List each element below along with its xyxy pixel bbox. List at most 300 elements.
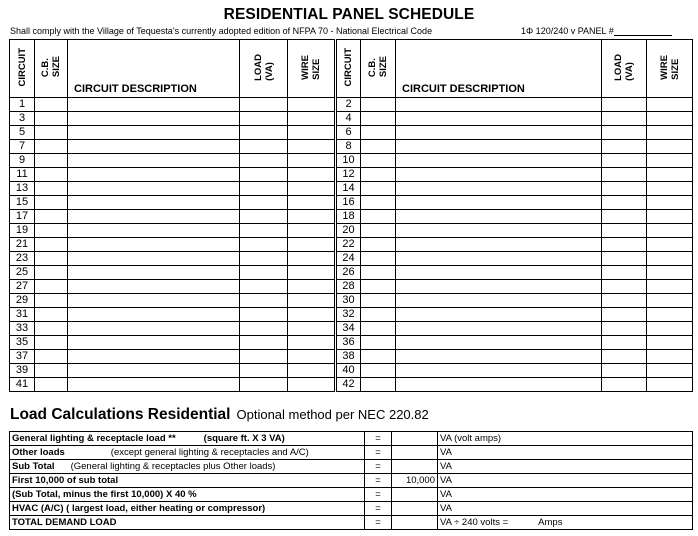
wire-size-cell[interactable] [288, 364, 335, 378]
load-cell[interactable] [602, 168, 647, 182]
unit-cell [438, 488, 693, 502]
left-circuit-row [10, 140, 335, 154]
load-cell[interactable] [240, 154, 288, 168]
left-circuit-row [10, 154, 335, 168]
load-cell[interactable] [240, 112, 288, 126]
wire-size-cell[interactable] [647, 308, 693, 322]
page-title: RESIDENTIAL PANEL SCHEDULE [223, 6, 475, 23]
wire-size-cell[interactable] [647, 196, 693, 210]
wire-size-cell[interactable] [288, 238, 335, 252]
cb-size-cell[interactable] [361, 378, 396, 392]
wire-size-cell[interactable] [288, 196, 335, 210]
unit-cell [438, 516, 693, 530]
load-cell[interactable] [602, 308, 647, 322]
cb-size-cell[interactable] [361, 350, 396, 364]
right-circuit-row [337, 252, 693, 266]
circuit-description-cell[interactable] [68, 280, 240, 294]
load-cell[interactable] [240, 350, 288, 364]
circuit-description-cell[interactable] [68, 378, 240, 392]
load-calc-label-cell [10, 446, 365, 460]
circuit-number: 30 [337, 294, 361, 308]
left-circuit-row [10, 378, 335, 392]
circuit-number: 23 [10, 252, 35, 266]
load-cell[interactable] [602, 126, 647, 140]
cb-size-cell[interactable] [361, 224, 396, 238]
circuit-number: 36 [337, 336, 361, 350]
cb-size-cell[interactable] [35, 224, 68, 238]
load-calc-label-cell [10, 488, 365, 502]
cb-size-cell[interactable] [361, 364, 396, 378]
right-circuit-row [337, 168, 693, 182]
left-circuit-row [10, 182, 335, 196]
cb-size-cell[interactable] [361, 140, 396, 154]
wire-size-cell[interactable] [647, 378, 693, 392]
equals-sign: = [365, 460, 392, 474]
cb-size-cell[interactable] [361, 168, 396, 182]
load-cell[interactable] [602, 182, 647, 196]
cb-size-cell[interactable] [361, 182, 396, 196]
cb-size-cell[interactable] [35, 294, 68, 308]
right-circuit-row [337, 322, 693, 336]
load-cell[interactable] [602, 378, 647, 392]
circuit-description-cell[interactable] [68, 252, 240, 266]
load-calc-title: Load Calculations Residential [10, 406, 231, 423]
wire-size-cell[interactable] [647, 224, 693, 238]
load-cell[interactable] [240, 294, 288, 308]
wire-size-cell[interactable] [647, 238, 693, 252]
unit-cell [438, 502, 693, 516]
circuit-description-cell[interactable] [68, 224, 240, 238]
circuit-number: 35 [10, 336, 35, 350]
load-calc-row [10, 488, 693, 502]
left-circuit-row [10, 294, 335, 308]
circuit-description-cell[interactable] [396, 350, 602, 364]
right-table-header [337, 40, 693, 98]
load-value-cell[interactable] [392, 432, 438, 446]
cb-size-cell[interactable] [35, 308, 68, 322]
circuit-description-cell[interactable] [68, 168, 240, 182]
panel-info-label: 1Φ 120/240 v PANEL # [521, 26, 614, 36]
circuit-number: 42 [337, 378, 361, 392]
wire-size-cell[interactable] [647, 112, 693, 126]
wire-size-cell[interactable] [647, 168, 693, 182]
wire-size-cell[interactable] [288, 98, 335, 112]
amps-label: Amps [538, 516, 563, 528]
circuit-description-cell[interactable] [68, 126, 240, 140]
load-calc-label: General lighting & receptacle load ** [12, 432, 176, 444]
load-value-cell[interactable]: 10,000 [392, 474, 438, 488]
circuit-description-cell[interactable] [68, 140, 240, 154]
cb-size-cell[interactable] [361, 280, 396, 294]
wire-size-cell[interactable] [288, 112, 335, 126]
circuit-description-cell[interactable] [396, 238, 602, 252]
circuit-description-cell[interactable] [68, 238, 240, 252]
load-calc-label-cell [10, 502, 365, 516]
wire-size-column-header: WIRE SIZE [288, 40, 335, 98]
cb-size-cell[interactable] [35, 238, 68, 252]
load-cell[interactable] [602, 98, 647, 112]
equals-sign: = [365, 502, 392, 516]
wire-size-cell[interactable] [647, 336, 693, 350]
circuit-number: 21 [10, 238, 35, 252]
wire-size-cell[interactable] [288, 350, 335, 364]
load-cell[interactable] [240, 364, 288, 378]
load-cell[interactable] [240, 238, 288, 252]
load-cell[interactable] [602, 266, 647, 280]
description-column-header: CIRCUIT DESCRIPTION [68, 40, 240, 98]
load-cell[interactable] [240, 98, 288, 112]
cb-size-cell[interactable] [361, 98, 396, 112]
cb-size-cell[interactable] [35, 168, 68, 182]
load-cell[interactable] [602, 140, 647, 154]
wire-size-cell[interactable] [647, 322, 693, 336]
circuit-number: 14 [337, 182, 361, 196]
circuit-number: 32 [337, 308, 361, 322]
unit-cell [438, 432, 693, 446]
wire-size-cell[interactable] [288, 266, 335, 280]
description-column-header: CIRCUIT DESCRIPTION [396, 40, 602, 98]
circuit-description-cell[interactable] [68, 364, 240, 378]
load-cell[interactable] [240, 280, 288, 294]
cb-size-cell[interactable] [361, 322, 396, 336]
load-cell[interactable] [240, 182, 288, 196]
load-calc-row [10, 502, 693, 516]
cb-size-cell[interactable] [35, 280, 68, 294]
right-circuit-row [337, 336, 693, 350]
load-cell[interactable] [240, 224, 288, 238]
load-calc-label-cell [10, 432, 365, 446]
circuit-number: 8 [337, 140, 361, 154]
circuit-number: 24 [337, 252, 361, 266]
cb-size-cell[interactable] [361, 196, 396, 210]
cb-size-cell[interactable] [35, 364, 68, 378]
circuit-description-cell[interactable] [396, 322, 602, 336]
cb-size-cell[interactable] [35, 126, 68, 140]
wire-size-cell[interactable] [288, 308, 335, 322]
left-circuit-row [10, 322, 335, 336]
wire-size-cell[interactable] [288, 252, 335, 266]
cb-size-column-header: C.B. SIZE [35, 40, 68, 98]
circuit-description-cell[interactable] [396, 196, 602, 210]
right-circuit-row [337, 294, 693, 308]
circuit-description-cell[interactable] [68, 308, 240, 322]
wire-size-cell[interactable] [288, 182, 335, 196]
circuit-description-cell[interactable] [68, 196, 240, 210]
left-circuit-row [10, 280, 335, 294]
wire-size-cell[interactable] [647, 98, 693, 112]
left-circuit-row [10, 266, 335, 280]
cb-size-cell[interactable] [361, 294, 396, 308]
unit-label: VA (volt amps) [440, 432, 502, 444]
cb-size-cell[interactable] [35, 378, 68, 392]
load-cell[interactable] [240, 336, 288, 350]
circuit-number: 22 [337, 238, 361, 252]
circuit-description-cell[interactable] [68, 336, 240, 350]
circuit-description-cell[interactable] [68, 266, 240, 280]
cb-size-cell[interactable] [361, 308, 396, 322]
load-cell[interactable] [240, 308, 288, 322]
wire-size-column-header: WIRE SIZE [647, 40, 693, 98]
load-calc-label-cell [10, 516, 365, 530]
circuit-column-header: CIRCUIT [337, 40, 361, 98]
cb-size-cell[interactable] [35, 112, 68, 126]
load-cell[interactable] [602, 280, 647, 294]
load-cell[interactable] [602, 154, 647, 168]
circuit-number: 29 [10, 294, 35, 308]
circuit-description-cell[interactable] [396, 336, 602, 350]
load-value-cell[interactable] [392, 446, 438, 460]
load-cell[interactable] [602, 252, 647, 266]
cb-size-cell[interactable] [361, 266, 396, 280]
wire-size-cell[interactable] [647, 182, 693, 196]
circuit-description-cell[interactable] [68, 98, 240, 112]
load-cell[interactable] [240, 126, 288, 140]
load-cell[interactable] [240, 322, 288, 336]
cb-size-cell[interactable] [361, 210, 396, 224]
cb-size-cell[interactable] [361, 112, 396, 126]
load-cell[interactable] [240, 252, 288, 266]
circuit-description-cell[interactable] [396, 98, 602, 112]
circuit-description-cell[interactable] [68, 210, 240, 224]
circuit-number: 20 [337, 224, 361, 238]
circuit-description-cell[interactable] [396, 308, 602, 322]
circuit-number: 9 [10, 154, 35, 168]
load-calc-label: Other loads [12, 446, 65, 458]
cb-size-cell[interactable] [361, 336, 396, 350]
circuit-description-cell[interactable] [396, 364, 602, 378]
wire-size-cell[interactable] [288, 168, 335, 182]
circuit-number: 27 [10, 280, 35, 294]
circuit-number: 34 [337, 322, 361, 336]
unit-cell [438, 474, 693, 488]
load-calc-detail: (except general lighting & receptacles and A/C) [110, 446, 309, 458]
circuit-number: 40 [337, 364, 361, 378]
unit-label: VA [440, 502, 452, 514]
load-calc-row [10, 446, 693, 460]
right-circuit-row [337, 350, 693, 364]
load-value-cell[interactable] [392, 488, 438, 502]
circuit-description-cell[interactable] [396, 112, 602, 126]
wire-size-cell[interactable] [647, 126, 693, 140]
unit-cell [438, 446, 693, 460]
load-calc-method: Optional method per NEC 220.82 [236, 407, 429, 422]
right-circuit-table [336, 39, 693, 392]
circuit-description-cell[interactable] [396, 266, 602, 280]
load-cell[interactable] [602, 294, 647, 308]
right-circuit-row [337, 126, 693, 140]
cb-size-cell[interactable] [35, 98, 68, 112]
circuit-description-cell[interactable] [396, 252, 602, 266]
wire-size-cell[interactable] [288, 336, 335, 350]
circuit-number: 26 [337, 266, 361, 280]
circuit-number: 15 [10, 196, 35, 210]
right-circuit-row [337, 140, 693, 154]
left-table-header [10, 40, 335, 98]
circuit-description-cell[interactable] [68, 182, 240, 196]
unit-label: VA [440, 460, 452, 472]
equals-sign: = [365, 446, 392, 460]
circuit-description-cell[interactable] [396, 126, 602, 140]
cb-size-cell[interactable] [35, 322, 68, 336]
load-cell[interactable] [602, 224, 647, 238]
load-calc-heading [10, 406, 429, 424]
right-circuit-row [337, 112, 693, 126]
circuit-description-cell[interactable] [68, 322, 240, 336]
circuit-number: 5 [10, 126, 35, 140]
wire-size-cell[interactable] [288, 378, 335, 392]
right-circuit-row [337, 210, 693, 224]
load-calc-label-cell [10, 460, 365, 474]
load-calc-table [9, 431, 693, 530]
load-calc-label: First 10,000 of sub total [12, 474, 119, 486]
circuit-number: 1 [10, 98, 35, 112]
circuit-number: 11 [10, 168, 35, 182]
circuit-number: 18 [337, 210, 361, 224]
unit-label: VA ÷ 240 volts = [440, 516, 509, 528]
wire-size-cell[interactable] [647, 140, 693, 154]
circuit-description-cell[interactable] [396, 168, 602, 182]
right-circuit-row [337, 196, 693, 210]
circuit-number: 38 [337, 350, 361, 364]
right-circuit-row [337, 280, 693, 294]
load-cell[interactable] [602, 238, 647, 252]
wire-size-cell[interactable] [288, 210, 335, 224]
cb-size-cell[interactable] [361, 126, 396, 140]
load-value-cell[interactable] [392, 516, 438, 530]
wire-size-cell[interactable] [647, 266, 693, 280]
left-circuit-row [10, 336, 335, 350]
wire-size-cell[interactable] [647, 210, 693, 224]
right-circuit-row [337, 238, 693, 252]
circuit-number: 41 [10, 378, 35, 392]
unit-cell [438, 460, 693, 474]
left-circuit-row [10, 350, 335, 364]
wire-size-cell[interactable] [288, 154, 335, 168]
equals-sign: = [365, 474, 392, 488]
wire-size-cell[interactable] [647, 350, 693, 364]
left-circuit-row [10, 210, 335, 224]
left-circuit-row [10, 126, 335, 140]
right-circuit-row [337, 266, 693, 280]
equals-sign: = [365, 488, 392, 502]
load-cell[interactable] [602, 336, 647, 350]
load-cell[interactable] [240, 168, 288, 182]
right-circuit-row [337, 182, 693, 196]
load-cell[interactable] [602, 322, 647, 336]
panel-info [521, 26, 672, 36]
circuit-description-cell[interactable] [396, 224, 602, 238]
load-value-cell[interactable] [392, 460, 438, 474]
left-circuit-table [9, 39, 335, 392]
circuit-number: 16 [337, 196, 361, 210]
load-calc-row [10, 474, 693, 488]
load-cell[interactable] [602, 364, 647, 378]
wire-size-cell[interactable] [647, 154, 693, 168]
equals-sign: = [365, 432, 392, 446]
load-calc-row [10, 460, 693, 474]
load-value-cell[interactable] [392, 502, 438, 516]
right-circuit-row [337, 98, 693, 112]
load-cell[interactable] [240, 210, 288, 224]
wire-size-cell[interactable] [288, 322, 335, 336]
load-cell[interactable] [602, 196, 647, 210]
load-calc-label: TOTAL DEMAND LOAD [12, 516, 117, 528]
circuit-description-cell[interactable] [396, 182, 602, 196]
panel-number-field[interactable] [614, 26, 672, 36]
circuit-description-cell[interactable] [396, 140, 602, 154]
circuit-description-cell[interactable] [68, 112, 240, 126]
wire-size-cell[interactable] [288, 140, 335, 154]
cb-size-cell[interactable] [35, 140, 68, 154]
wire-size-cell[interactable] [647, 294, 693, 308]
circuit-number: 6 [337, 126, 361, 140]
left-circuit-row [10, 364, 335, 378]
right-circuit-row [337, 364, 693, 378]
circuit-column-header: CIRCUIT [10, 40, 35, 98]
load-calc-detail: (General lighting & receptacles plus Other loads) [70, 460, 276, 472]
circuit-description-cell[interactable] [396, 280, 602, 294]
cb-size-cell[interactable] [35, 336, 68, 350]
wire-size-cell[interactable] [647, 280, 693, 294]
load-cell[interactable] [240, 140, 288, 154]
wire-size-cell[interactable] [288, 224, 335, 238]
cb-size-cell[interactable] [35, 350, 68, 364]
wire-size-cell[interactable] [647, 252, 693, 266]
cb-size-cell[interactable] [35, 252, 68, 266]
left-circuit-row [10, 168, 335, 182]
wire-size-cell[interactable] [288, 126, 335, 140]
circuit-description-cell[interactable] [68, 294, 240, 308]
circuit-number: 31 [10, 308, 35, 322]
load-calc-label-cell [10, 474, 365, 488]
circuit-description-cell[interactable] [396, 154, 602, 168]
wire-size-cell[interactable] [288, 294, 335, 308]
cb-size-cell[interactable] [35, 210, 68, 224]
wire-size-cell[interactable] [647, 364, 693, 378]
load-cell[interactable] [240, 266, 288, 280]
circuit-description-cell[interactable] [68, 350, 240, 364]
circuit-description-cell[interactable] [396, 294, 602, 308]
unit-label: VA [440, 488, 452, 500]
cb-size-cell[interactable] [361, 252, 396, 266]
cb-size-cell[interactable] [35, 154, 68, 168]
circuit-number: 39 [10, 364, 35, 378]
code-compliance-note: Shall comply with the Village of Tequesta’s currently adopted edition of NFPA 70 - National Electrical Code [10, 26, 433, 36]
cb-size-cell[interactable] [35, 266, 68, 280]
load-column-header: LOAD (VA) [602, 40, 647, 98]
load-cell[interactable] [240, 196, 288, 210]
load-calc-detail: (square ft. X 3 VA) [203, 432, 285, 444]
circuit-number: 37 [10, 350, 35, 364]
cb-size-cell[interactable] [35, 182, 68, 196]
circuit-description-cell[interactable] [396, 378, 602, 392]
circuit-description-cell[interactable] [68, 154, 240, 168]
cb-size-cell[interactable] [35, 196, 68, 210]
load-cell[interactable] [240, 378, 288, 392]
load-cell[interactable] [602, 210, 647, 224]
load-calc-row [10, 516, 693, 530]
circuit-number: 4 [337, 112, 361, 126]
cb-size-cell[interactable] [361, 238, 396, 252]
load-cell[interactable] [602, 112, 647, 126]
load-column-header: LOAD (VA) [240, 40, 288, 98]
circuit-description-cell[interactable] [396, 210, 602, 224]
circuit-number: 2 [337, 98, 361, 112]
wire-size-cell[interactable] [288, 280, 335, 294]
load-cell[interactable] [602, 350, 647, 364]
left-circuit-row [10, 112, 335, 126]
cb-size-cell[interactable] [361, 154, 396, 168]
